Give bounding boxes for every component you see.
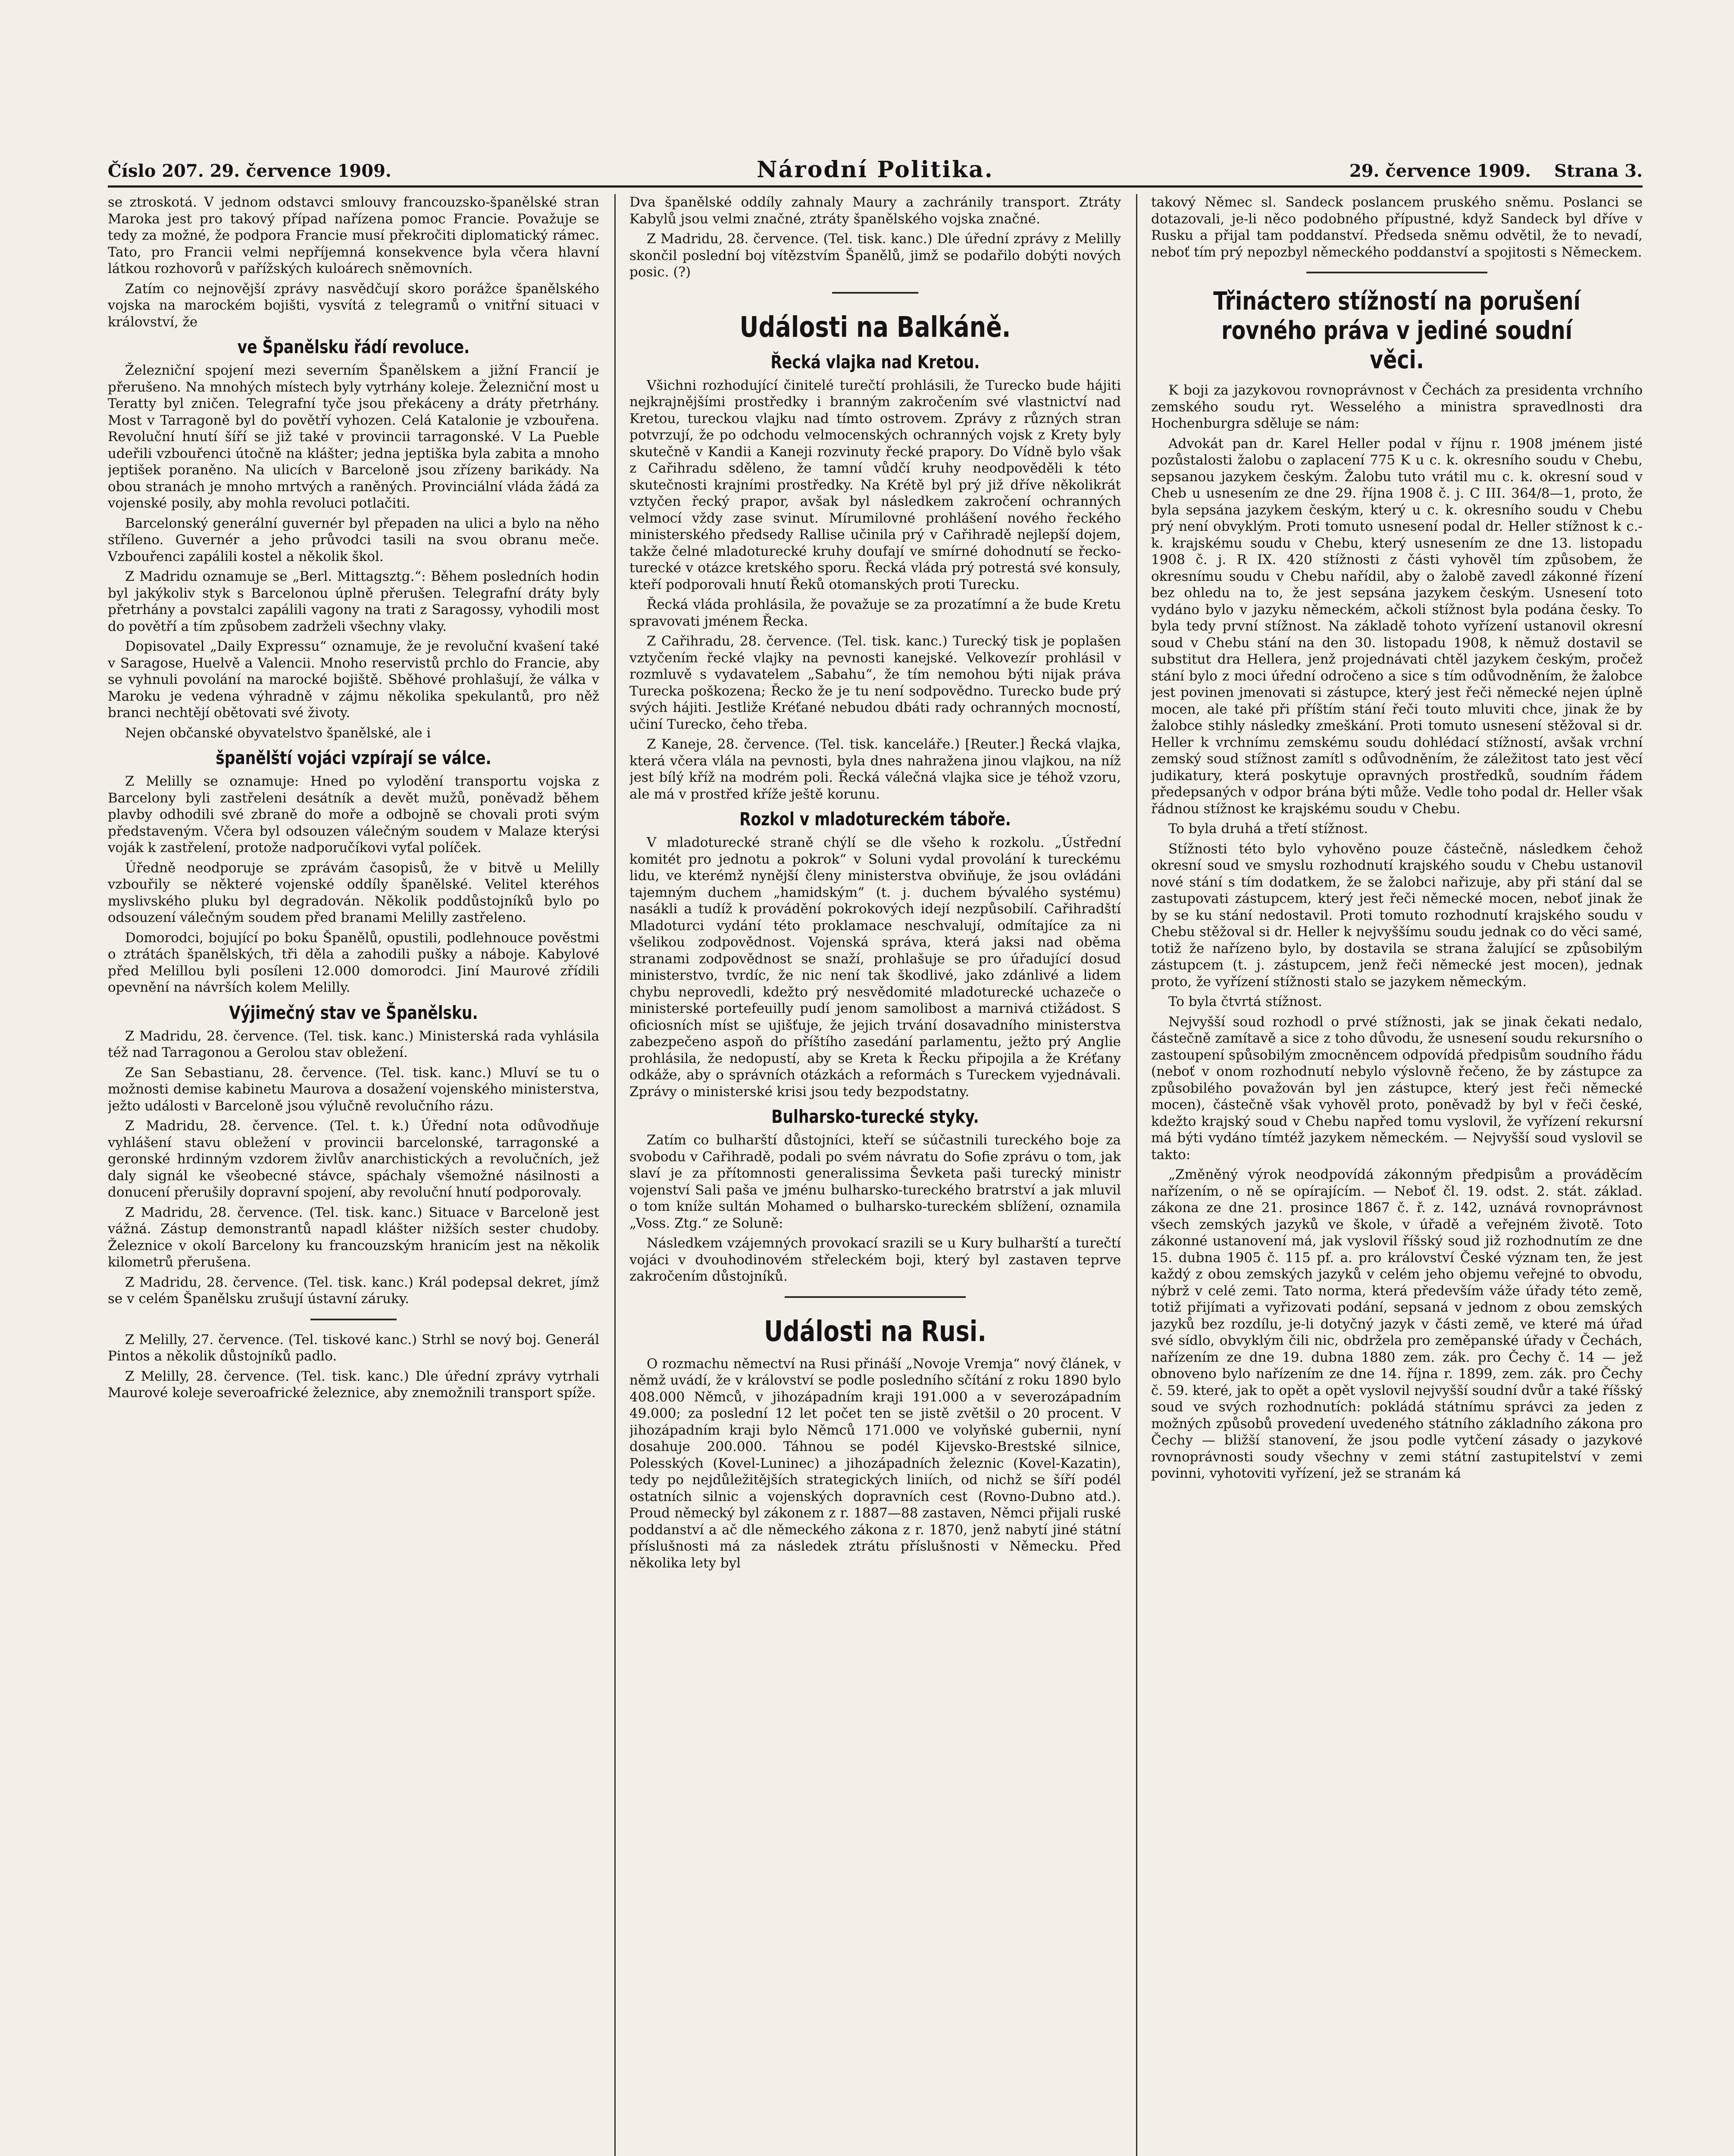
column-3 (1151, 194, 1643, 2156)
article-paragraph: Nejen občanské obyvatelstvo španělské, ale i (125, 725, 431, 741)
column-2 (629, 194, 1121, 2156)
article-paragraph: To byla druhá a třetí stížnost. (1168, 821, 1368, 837)
separator (832, 292, 918, 294)
issue-number-date: Číslo 207. 29. července 1909. (108, 161, 391, 181)
columns (108, 194, 1643, 2156)
article-paragraph: „Změněný výrok neodpovídá zákonným předpisům a prováděcím nařízením, o ně se opírajícím. — Neboť čl. 19. odst. 2. stát. základ. zákona ze dne 21. prosince 1867 č. ř. z. 142, uznává rovnoprávnost všech zemských jazyků ve škole, v úřadě a veřejném životě. Toto zákonné ustanovení má, jak vyslovil říšský soud již rozhodnutím ze dne 15. dubna 1905 č. 115 pf. a. pro království České význam ten, že jest každý z obou zemských jazyků v celém jeho objemu veřejné to obvodu, nýbrž v celé zemi. Tato norma, která především váže úřady této země, totiž přijímati a vyřizovati podání, sepsaná v jednom z obou zemských jazyků bez rozdílu, je-li dotyčný jazyk v části země, ve které má úřad své sídlo, obvyklým čili nic, obdržela pro zeměpanské úřady v Čechách, nařízením ze dne 19. dubna 1880 zem. zák. pro Čechy č. 14 — jež obnoveno bylo nařízením ze dne 14. října r. 1899, zem. zák. pro Čechy č. 59. které, jak to opět a opět vyslovil nejvyšší soudní dvůr a také říšský soud ve svých rozhodnutích: pokládá státnímu správci za jeden z možných způsobů provedení uvedeného státního základního zákona pro Čechy — bližší stanovení, že jsou podle vytčení zásady o jazykové rovnoprávnosti soudy všechny v zemi státní zastupitelství v zemi povinni, vyhotoviti vyřízení, jež se stranám ká (1151, 1167, 1643, 1481)
section-heading: Třináctero stížností na porušení rovného práva v jediné soudní věci. (1213, 286, 1581, 374)
section-heading: Události na Rusi. (764, 1314, 986, 1348)
page-date-number (1349, 161, 1643, 181)
date-right: 29. července 1909. (1349, 161, 1531, 181)
article-paragraph: K boji za jazykovou rovnoprávnost v Čechách za presidenta vrchního zemského soudu ryt. Wesselého a ministra spravedlnosti dra Hochenburgra sděluje se nám: (1151, 382, 1643, 431)
article-paragraph: Stížnosti této bylo vyhověno pouze částečně, následkem čehož okresní soud ve smyslu rozhodnutí krajského soudu v Chebu ustanovil nové stání s tím dodatkem, že se žalobci nařizuje, aby při stání dal se zastupovati zástupcem, který jest řeči německé mocen, neboť jinak že by se ku stání nedostavil. Proti tomuto rozhodnutí krajského soudu v Chebu stěžoval si dr. Heller k nejvyššímu soudu jednak co do věci samé, totiž že nařízeno bylo, by dostavila se strana žalující se způsobilým zástupcem (t. j. zástupcem, jenž řeči německé jest mocen), jednak proto, že vyřízení stížnosti stalo se jazykem německým. (1151, 841, 1643, 990)
article-paragraph: Všichni rozhodující činitelé turečtí prohlásili, že Turecko bude hájiti nejkrajnějšími prostředky i branným zakročením své vlastnictví nad Kretou, tureckou vlajku nad tímto ostrovem. Zprávy z různých stran potvrzují, že po odchodu velmocenských ochranných vojsk z Krety byly skutečně v Kandii a Kaneji rozvinuty řecké prapory. Do Vídně bylo však z Cařihradu sděleno, že tamní vůdčí kruhy neodpověděli k této skutečnosti krajními prostředky. Na Krétě byl prý již dříve několikrát vztyčen řecký prapor, avšak byl následkem zakročení ochranných velmocí vždy zase svinut. Mírumilovné prohlášení nového řeckého ministerského předsedy Rallise učinila prý v Cařihradě nejlepší dojem, takže čelné mladoturecké kruhy doufají ve smírné dohodnutí se řecko-turecké v otázce kretského sporu. Řecká vláda prý potrestá své konsuly, kteří podporovali hnutí Řeků otomanských proti Turecku. (629, 377, 1121, 592)
newspaper-title: Národní Politika. (757, 157, 994, 183)
article-paragraph: Z Madridu, 28. července. (Tel. tisk. kanc.) Dle úřední zprávy z Melilly skončil poslední boj vítězstvím Španělů, jimž se podařilo dobýti nových posic. (?) (629, 231, 1121, 280)
article-paragraph: Dva španělské oddíly zahnaly Maury a zachránily transport. Ztráty Kabylů jsou velmi značné, ztráty španělského vojska značné. (629, 194, 1121, 227)
column-rule (1136, 194, 1137, 2156)
article-paragraph: Z Melilly se oznamuje: Hned po vylodění transportu vojska z Barcelony byli zastřeleni desátník a devět mužů, poněvadž během plavby odhodili své zbraně do moře a odbojně se chovali proti svým představeným. Včera byl odsouzen válečným soudem v Malaze kterýsi voják k zastřelení, protože nadporučíkovi vyťal políček. (108, 774, 599, 856)
article-paragraph: takový Němec sl. Sandeck poslancem pruského sněmu. Poslanci se dotazovali, je-li něco podobného přípustné, když Sandeck byl dříve v Rusku a přijal tam poddanství. Předseda sněmu odvětil, že to nevadí, neboť tím prý nepozbyl německého poddanství a spojitosti s Německem. (1151, 194, 1643, 260)
article-paragraph: Z Madridu, 28. července. (Tel. tisk. kanc.) Král podepsal dekret, jímž se v celém Španělsku zrušují ústavní záruky. (108, 1274, 599, 1307)
subheading: ve Španělsku řádí revoluce. (237, 336, 470, 357)
article-paragraph: Následkem vzájemných provokací srazili se u Kury bulharští a turečtí vojáci v dvouhodinovém střeleckém boji, který byl zastaven teprve zakročením důstojníků. (629, 1235, 1121, 1284)
article-paragraph: V mladoturecké straně chýlí se dle všeho k rozkolu. „Ústřední komitét pro jednotu a pokrok“ v Soluni vydal provolání k tureckému lidu, ve kterémž nynější členy ministerstva obviňuje, že jsou ovládáni tajemným duchem „hamidským“ (t. j. duchem bývalého systému) nasákli a tudíž k provádění pokrokových idejí nezpůsobilí. Cařihradští Mladoturci vydání této proklamace neschvalují, odmítajíce za ni všelikou zodpovědnost. Vojenská správa, která jaksi nad oběma stranami zodpovědnost se snaží, prohlašuje se pro úřadující dosud ministerstvo, tvrdíc, že nic není tak škodlivé, jako zdánlivé a lidem chybu neprovedli, kdežto prý nesvědomité mladoturecké uchazeče o ministerské portefeuilly pudí jenom samolibost a marnivá ctižádost. S oficiosních míst se ujišťuje, že jejich trvání dosavadního ministerstva zabezpečeno aspoň do příštího zasedání parlamentu, ježto prý Anglie prohlásila, že nedopustí, aby se Kreta k Řecku připojila a že Kréťany odkáže, aby o správních otázkách a reformách s Tureckem vyjednávali. Zprávy o ministerské krisi jsou tedy bezpodstatny. (629, 835, 1121, 1100)
newspaper-page (108, 155, 1643, 2156)
article-paragraph: Zatím co bulharští důstojníci, kteří se súčastnili tureckého boje za svobodu v Cařihradě, podali po svém návratu do Sofie zprávu o tom, jak slaví je za přítomnosti generalissima Ševketa paši turecký ministr vojenství Sali paša ve jménu bulharsko-tureckého bratrství a jak mluvil o tom kníže sultán Mohamed o bulharsko-tureckém sblížení, oznamila „Voss. Ztg.“ ze Soluně: (629, 1132, 1121, 1231)
subheading: Řecká vlajka nad Kretou. (770, 351, 980, 373)
column-rule (614, 194, 616, 2156)
article-paragraph: Nejvyšší soud rozhodl o prvé stížnosti, jak se jinak čekati nedalo, částečně zamítavě a sice z toho důvodu, že usnesení soudu rekursního o zastoupení spůsobilým zmocněncem odpovídá předpisům soudního řádu (neboť v onom rozhodnutí nebylo výslovně řečeno, že by zástupce za způsobilého považován byl jen zástupce, který jest řeči německé mocen), částečně však vyhověl proto, poněvadž by byl v řeči české, kdežto krajský soud v Chebu napřed tomu vyslovil, že vyřízení rekursní má býti vydáno tímtéž jazykem německém. — Nejvyšší soud vyslovil se takto: (1151, 1014, 1643, 1163)
article-paragraph: Řecká vláda prohlásila, že považuje se za prozatímní a že bude Kretu spravovati jménem Řecka. (629, 597, 1121, 629)
article-paragraph: Z Madridu, 28. července. (Tel. tisk. kanc.) Ministerská rada vyhlásila též nad Tarragonou a Gerolou stav obležení. (108, 1028, 599, 1060)
subheading: Výjimečný stav ve Španělsku. (229, 1002, 478, 1023)
article-paragraph: Z Kaneje, 28. července. (Tel. tisk. kanceláře.) [Reuter.] Řecká vlajka, která včera vlála na pevnosti, byla dnes nahražena jinou vlajkou, na níž jest bílý kříž na modrém poli. Řecká válečná vlajka sice je téhož vzoru, ale má v prostřed kříže ještě korunu. (629, 736, 1121, 802)
article-paragraph: Z Cařihradu, 28. července. (Tel. tisk. kanc.) Turecký tisk je poplašen vztyčením řecké vlajky na pevnosti kanejské. Velkovezír prohlásil v rozmluvě s vydavatelem „Sabahu“, že tím nemohou býti nijak práva Turecka poškozena; Řecko že je tu není sodpovědno. Turecko bude prý svých hájiti. Jestliže Kréťané nebudou dbáti rady ochranných mocností, učiní Turecko, čeho třeba. (629, 633, 1121, 732)
section-heading: Události na Balkáně. (739, 310, 1011, 344)
article-paragraph: Železniční spojení mezi severním Španělskem a jižní Francií je přerušeno. Na mnohých místech byly vytrhány koleje. Železniční most u Teratty byl zničen. Telegrafní tyče jsou překáceny a dráty přetrhány. Most v Tarragoně byl do povětří vyhozen. Celá Katalonie je vzbouřena. Revoluční hnutí šíří se již také v provincii tarragonské. V La Pueble udeřili vzbouřenci útočně na klášter; jedna jeptiška byla zabita a mnoho jeptišek poraněno. Na ulicích v Barceloně jsou zřízeny barikády. Na obou stranách je mnoho mrtvých a raněných. Provinciální vláda žádá za vojenské posily, aby mohla revoluci potlačiti. (108, 363, 599, 511)
separator (785, 1296, 966, 1298)
masthead (108, 155, 1643, 188)
article-paragraph: Domorodci, bojující po boku Španělů, opustili, podlehnouce pověstmi o ztrátách španělských, tři děla a zahodili pušky a náboje. Kabylové před Melillou byli posíleni 12.000 domorodci. Jiní Maurové zřídili opevnění na návrších kolem Melilly. (108, 930, 599, 995)
article-paragraph: Ze San Sebastianu, 28. července. (Tel. tisk. kanc.) Mluví se tu o možnosti demise kabinetu Maurova a dosažení vojenského ministerstva, ježto události v Barceloně jsou výlučně revolučního rázu. (108, 1065, 599, 1114)
separator (1306, 272, 1487, 273)
article-paragraph: Barcelonský generální guvernér byl přepaden na ulici a bylo na něho stříleno. Guvernér a jeho průvodci tasili na svou obranu meče. Vzbouřenci zapálili kostel a několik škol. (108, 515, 599, 564)
article-paragraph: Z Melilly, 27. července. (Tel. tiskové kanc.) Strhl se nový boj. Generál Pintos a několik důstojníků padlo. (108, 1332, 599, 1364)
article-paragraph: se ztroskotá. V jednom odstavci smlouvy francouzsko-španělské stran Maroka jest pro takový případ nařízena pomoc Francie. Považuje se tedy za možné, že podpora Francie musí překročiti diplomatický rámec. Tato, pro Francii velmi nepříjemná konsekvence byla včera hlavní látkou rozhovorů v pařížských kuloárech sněmovních. (108, 194, 599, 276)
subheading: Bulharsko-turecké styky. (771, 1106, 979, 1127)
article-paragraph: Z Madridu oznamuje se „Berl. Mittagsztg.“: Během posledních hodin byl jakýkoliv styk s Barcelonou úplně přerušen. Telegrafní dráty byly přetrhány a povstalci zapálili vagony na trati z Saragossy, vyhodili most do povětří a tím způsobem zadrželi všechny vlaky. (108, 569, 599, 634)
article-paragraph: Z Madridu, 28. července. (Tel. tisk. kanc.) Situace v Barceloně jest vážná. Zástup demonstrantů napadl klášter nižších sester chudoby. Železnice v okolí Barcelony ku francouzským hranicím jest na několik kilometrů přerušena. (108, 1204, 599, 1270)
article-paragraph: Advokát pan dr. Karel Heller podal v říjnu r. 1908 jménem jisté pozůstalosti žalobu o zaplacení 775 K u c. k. okresního soudu v Chebu, sepsanou jazykem českým. Žalobu tuto vrátil mu c. k. okresní soud v Cheb u usnesením ze dne 29. října 1908 č. j. C III. 364/8—1, proto, že byla sepsána jazykem českým, který u c. k. okresního soudu v Chebu prý není obvyklým. Proti tomuto usnesení podal dr. Heller stížnost k c.-k. krajskému soudu v Chebu, který usnesením ze dne 13. listopadu 1908 č. j. R IX. 420 stížnosti z části vyhověl tím způsobem, že okresnímu soudu v Chebu nařídil, aby o žalobě zavedl zákonné řízení bez ohledu na to, že jest sepsána jazykem českým. Usnesení toto vydáno bylo v jazyku německém, ačkoli stížnost byla podána česky. To byla tedy první stížnost. Na základě tohoto vyřízení ustanovil okresní soud v Chebu stání na den 30. listopadu 1908, k němuž dostavil se substitut dra Hellera, jenž projednávati chtěl jazykem českým, pročež stání bylo z moci úřední odročeno a sice s tím odůvodněním, že žalobce jest povinen jmenovati si zástupce, který jest řeči německé nejen úplně mocen, ale také při příštím stání řeči touto mluviti chce, jinak že by žalobce stihly následky zmeškání. Proti tomuto usnesení stěžoval si dr. Heller k vrchnímu zemskému soudu dohlédací stížností, avšak vrchní zemský soud stížnost zamítl s odůvodněním, že záležitost tato jest věcí judikatury, která poskytuje opravných prostředků, soudním řádem předepsaných v odpor brána býti může. Vedle toho podal dr. Heller však řádnou stížnost ke krajskému soudu v Chebu. (1151, 436, 1643, 817)
article-paragraph: Z Melilly, 28. července. (Tel. tisk. kanc.) Dle úřední zprávy vytrhali Maurové koleje severoafrické železnice, aby znemožnili transport spíže. (108, 1368, 599, 1401)
quoted-ruling (1151, 1166, 1643, 1482)
subheading: španělští vojáci vzpírají se válce. (216, 747, 491, 768)
page-number: Strana 3. (1554, 161, 1643, 181)
article-paragraph: Dopisovatel „Daily Expressu“ oznamuje, že je revoluční kvašení také v Saragose, Huelvě a Valencii. Mnoho reservistů prchlo do Francie, aby se vyhnuli povolání na marocké bojiště. Sběhové prohlašují, že válka v Maroku je vedena výhradně v zájmu několika spekulantů, pro něž branci nechtějí obětovati své životy. (108, 639, 599, 721)
article-paragraph: Úředně neodporuje se zprávám časopisů, že v bitvě u Melilly vzbouřily se některé vojenské oddíly španělské. Velitel kteréhos myslivského pluku byl degradován. Několik poddůstojníků bylo po odsouzení válečným soudem před branami Melilly zastřeleno. (108, 860, 599, 925)
column-1 (108, 194, 599, 2156)
article-paragraph: O rozmachu němectví na Rusi přináší „Novoje Vremja“ nový článek, v němž uvádí, že v království se podle posledního sčítání z roku 1890 bylo 408.000 Němců, v jihozápadním kraji 191.000 a v severozápadním 49.000; za poslední 12 let počet ten se jistě zvětšil o 20 procent. V jihozápadním kraji bylo Němců 171.000 ve volyňské gubernii, nyní dosahuje 200.000. Táhnou se podél Kijevsko-Brestské silnice, Polesských (Kovel-Luninec) a jihozápadních železnic (Kovel-Kazatin), tedy po nejdůležitějších strategických liniích, od nichž se šíří podél ostatních silnic a vojenských dopravních cest (Rovno-Dubno atd.). Proud německý byl zákonem z r. 1887—88 zastaven, Němci přijali ruské poddanství a ač dle německého zákona z r. 1870, jenž nabytí jiné státní příslušnosti má za následek ztrátu příslušnosti v Německu. Před několika lety byl (629, 1356, 1121, 1571)
separator (310, 1319, 397, 1320)
article-paragraph: To byla čtvrtá stížnost. (1168, 994, 1322, 1009)
article-paragraph: Z Madridu, 28. července. (Tel. t. k.) Úřední nota odůvodňuje vyhlášení stavu obležení v provincii barcelonské, tarragonské a geronské hrdinným vzdorem živlův anarchistických a revolučních, jež daly signál ke všeobecné stávce, spáchaly všemožné násilnosti a donucení přerušily dopravní spojení, aby revoluční hnutí podporovaly. (108, 1118, 599, 1200)
article-paragraph: Zatím co nejnovější zprávy nasvědčují skoro porážce španělského vojska na marockém bojišti, vysvítá z telegramů o vnitřní situaci v království, že (108, 281, 599, 330)
subheading: Rozkol v mladotureckém táboře. (739, 808, 1011, 830)
